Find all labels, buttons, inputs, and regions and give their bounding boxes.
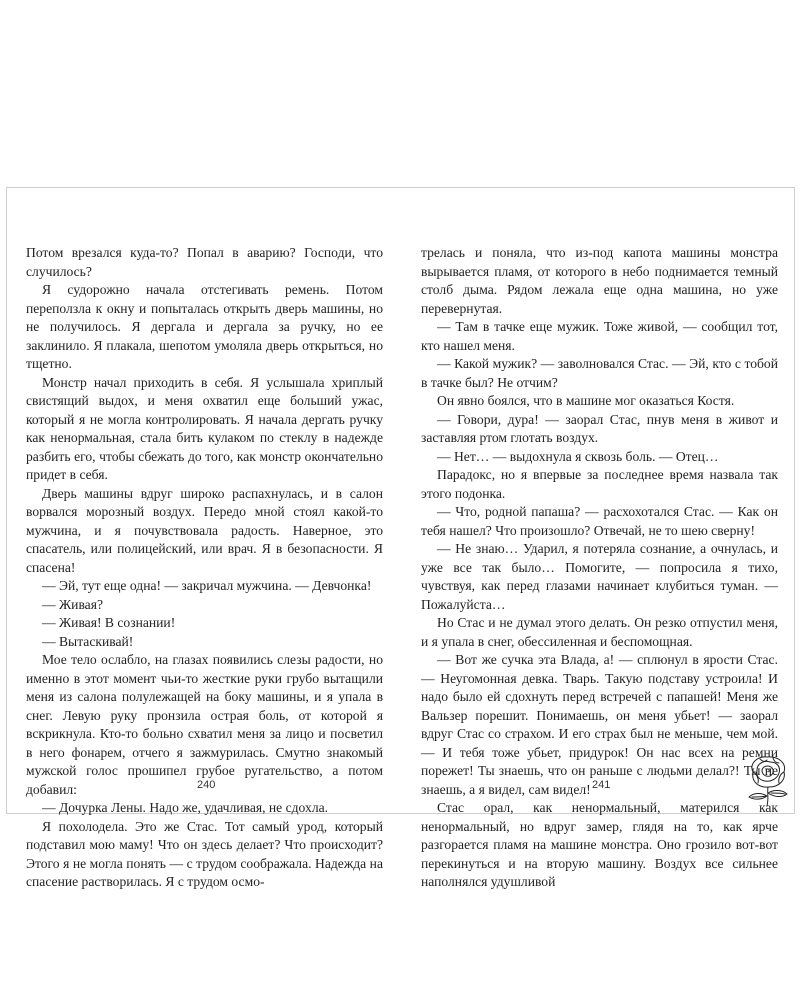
dialogue-line: — Нет… — выдохнула я сквозь боль. — Отец… [437,448,719,464]
right-page [421,244,778,892]
paragraph: Парадокс, но я впервые за последнее время назвала так этого подонка. [421,467,778,501]
dialogue-line: — Живая! В сознании! [42,615,176,630]
page-number-left: 240 [197,779,216,791]
page-number-right: 241 [592,779,611,791]
paragraph: Но Стас и не думал этого делать. Он резко отпустил меня, и я упала в снег, обессиленная и беспомощная. [421,615,778,649]
dialogue-line: — Дочурка Лены. Надо же, удачливая, не сдохла. [42,800,329,815]
paragraph: Мое тело ослабло, на глазах появились слезы радости, но именно в этот момент чьи-то жесткие руки грубо вытащили меня из салона полулежащей на боку машины, и я упала в снег. Левую руку пронзила острая боль, от которой я вскрикнула. Кто-то больно схватил меня за лицо и посветил в него фонарем, отчего я зажмурилась. Смутно знакомый мужской голос прошипел грубое ругательство, а потом добавил: [26,652,383,797]
paragraph: Я похолодела. Это же Стас. Тот самый урод, который подставил мою маму! Что он здесь делает? Что происходит? Этого я не могла понять — с трудом соображала. Надежда на спасение растворилась. Я с трудом осмо- [26,818,383,889]
dialogue-line: — Что, родной папаша? — расхохотался Стас. — Как он тебя нашел? Что произошло? Отвечай, не то шею сверну! [421,504,778,538]
dialogue-line: — Эй, тут еще одна! — закричал мужчина. — Девчонка! [42,578,372,593]
dialogue-line: — Говори, дура! — заорал Стас, пнув меня в живот и заставляя ртом глотать воздух. [421,411,778,445]
dialogue-line: — Не знаю… Ударил, я потеряла сознание, а очнулась, и уже все так было… Помогите, — попросила я тихо, чувствуя, как перед глазами начинает клубиться туман. — Пожалуйста… [421,541,778,612]
paragraph: Дверь машины вдруг широко распахнулась, и в салон ворвался морозный воздух. Передо мной стоял какой-то мужчина, и я почувствовала радость. Наверное, это спасатель, или полицейский, или врач. Я в безопасности. Я спасена! [26,485,383,575]
dialogue-line: — Вытаскивай! [42,633,134,649]
dialogue-line: — Там в тачке еще мужик. Тоже живой, — сообщил тот, кто нашел меня. [421,319,778,353]
paragraph: Стас орал, как ненормальный, матерился как ненормальный, но вдруг замер, глядя на то, как ярче разгорается пламя на машине монстра. Оно грозило вот-вот перекинуться и на вторую машину. Воздух все сильнее наполнялся удушливой [421,800,778,889]
rose-icon [743,752,793,808]
paragraph: трелась и поняла, что из-под капота машины монстра вырывается пламя, от которого в небо поднимается темный столб дыма. Рядом лежала еще одна машина, но уже перевернутая. [421,245,778,316]
dialogue-line: — Вот же сучка эта Влада, а! — сплюнул в ярости Стас. — Неугомонная девка. Тварь. Такую подставу устроила! И надо было ей сдохнуть перед встречей с папашей! Меня же Вальзер порешит. Понимаешь, он меня убьет! — заорал вдруг Стас со страхом. И его страх был не меньше, чем мой. — И тебя тоже убьет, придурок! Он нас всех на ремни порежет! Ты знаешь, что он раньше с людьми делал?! Ты не знаешь, а я видел, сам видел! [421,652,778,797]
dialogue-line: — Живая? [42,596,104,612]
left-page [26,244,383,892]
paragraph: Монстр начал приходить в себя. Я услышала хриплый свистящий выдох, и меня охватил еще больший ужас, который я не могла контролировать. Я начала дергать ручку как ненормальная, стала бить кулаком по стеклу в надежде разбить его, чтобы сбежать до того, как монстр окончательно придет в себя. [26,374,383,482]
paragraph: Он явно боялся, что в машине мог оказаться Костя. [437,393,735,408]
paragraph: Потом врезался куда-то? Попал в аварию? Господи, что случилось? [26,245,383,279]
dialogue-line: — Какой мужик? — заволновался Стас. — Эй, кто с тобой в тачке был? Не отчим? [421,356,778,390]
paragraph: Я судорожно начала отстегивать ремень. Потом переползла к окну и попыталась открыть дверь машины, но не получилось. Я дергала и дергала за ручку, но ее заклинило. Я плакала, шепотом умоляла дверь открыться, но тщетно. [26,282,383,371]
